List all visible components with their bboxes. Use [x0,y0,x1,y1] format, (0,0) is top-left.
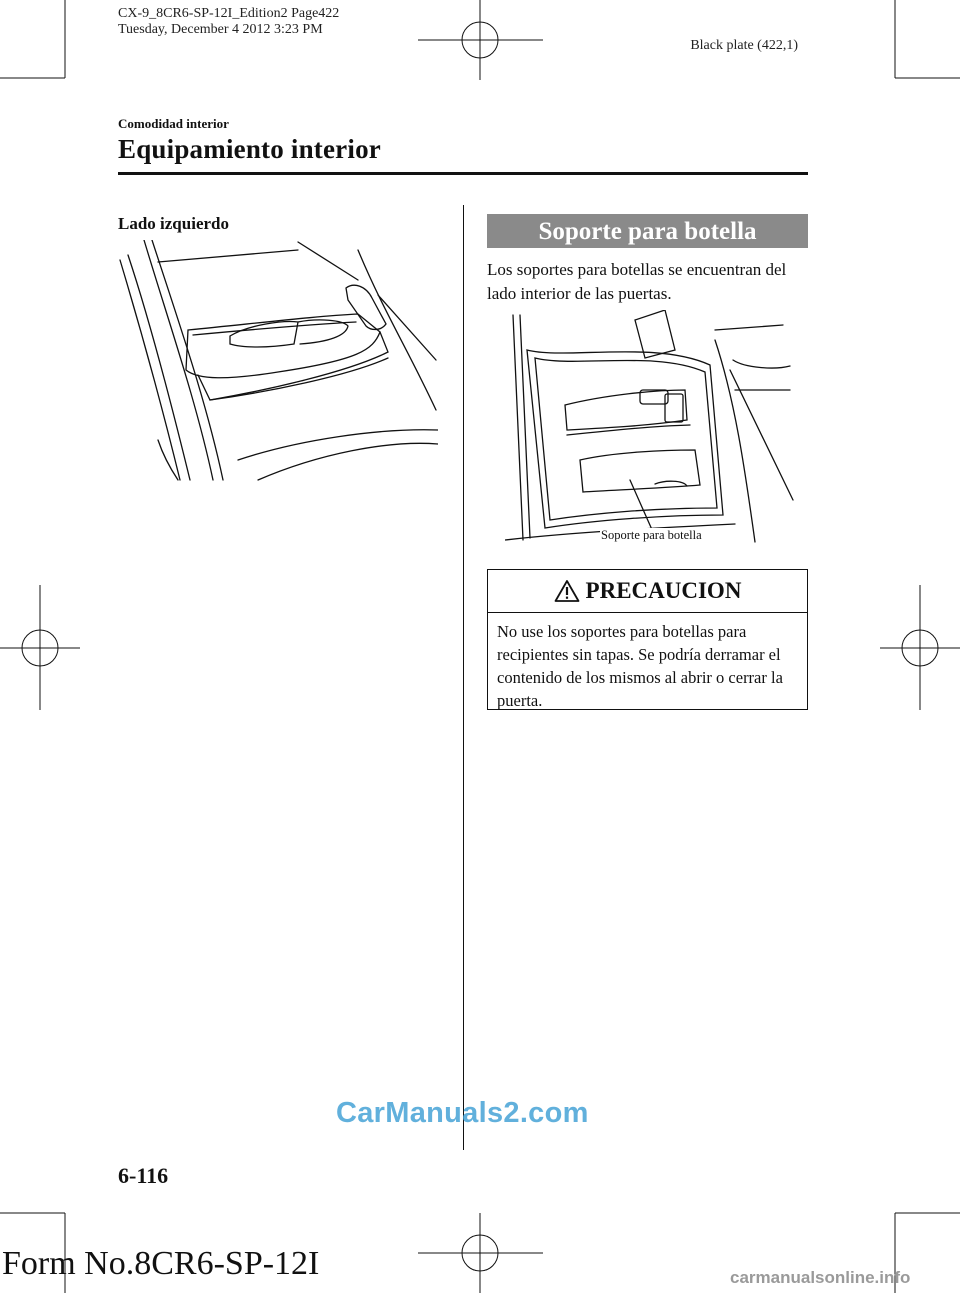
warning-triangle-icon [554,579,580,603]
door-armrest-illustration [118,240,438,485]
figure-caption: Soporte para botella [601,528,702,542]
left-side-heading: Lado izquierdo [118,214,229,233]
caution-text: No use los soportes para botellas para recipientes sin tapas. Se podría derramar el contenido de los mismos al abrir o cerrar la puerta. [497,622,783,710]
print-info-line1: CX-9_8CR6-SP-12I_Edition2 Page422 [118,6,340,21]
title-rule [118,172,808,175]
print-info [118,6,339,38]
plate-info: Black plate (422,1) [690,38,798,53]
form-number: Form No.8CR6-SP-12I [2,1245,320,1282]
watermark-carmanuals2: CarManuals2.com [336,1097,589,1129]
page-number: 6-116 [118,1163,169,1188]
caution-box [487,569,808,710]
page-title: Equipamiento interior [118,134,381,164]
print-info-line2: Tuesday, December 4 2012 3:23 PM [118,22,323,37]
column-divider [463,205,464,1150]
caution-header [488,570,807,613]
watermark-carmanualsonline: carmanualsonline.info [730,1268,911,1287]
section-label: Comodidad interior [118,116,229,131]
caution-title: PRECAUCION [585,578,742,603]
section-banner: Soporte para botella [487,214,808,248]
open-door-illustration [505,310,795,550]
body-paragraph: Los soportes para botellas se encuentran del lado interior de las puertas. [487,260,787,303]
